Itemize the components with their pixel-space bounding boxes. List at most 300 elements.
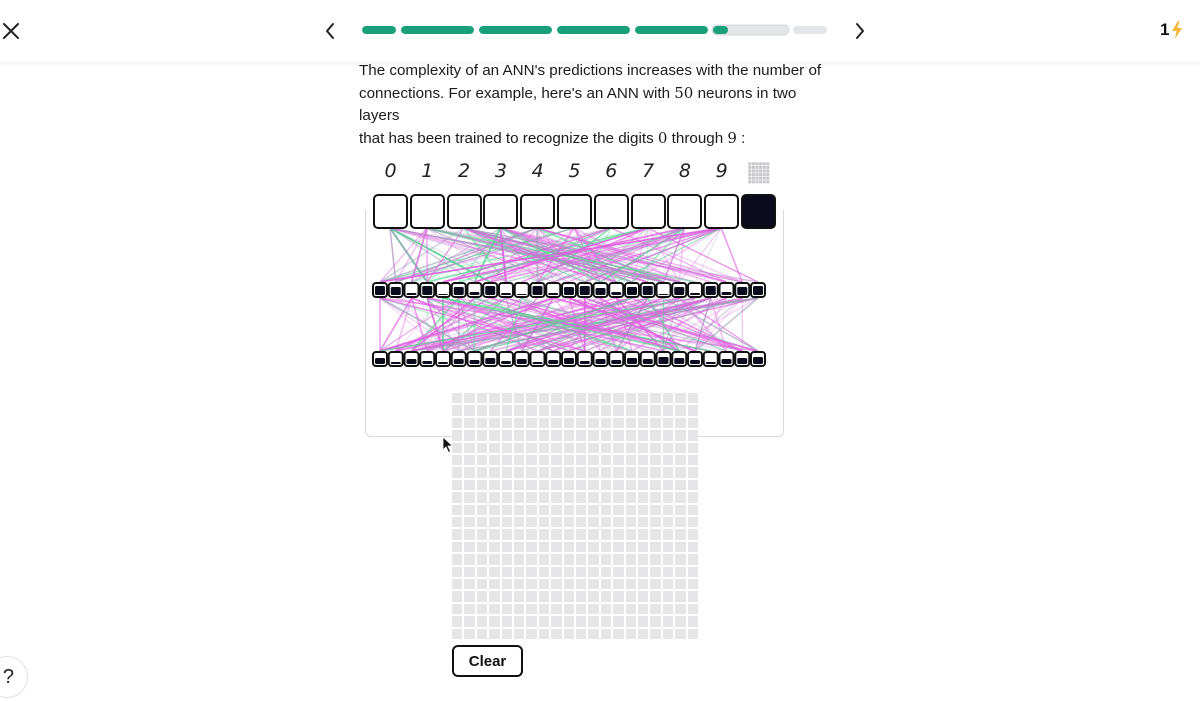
pixel-cell[interactable] <box>539 629 549 639</box>
pixel-cell[interactable] <box>638 430 648 440</box>
pixel-cell[interactable] <box>514 393 524 403</box>
pixel-cell[interactable] <box>663 405 673 415</box>
pixel-cell[interactable] <box>502 517 512 527</box>
pixel-cell[interactable] <box>477 443 487 453</box>
pixel-cell[interactable] <box>638 443 648 453</box>
pixel-cell[interactable] <box>526 591 536 601</box>
pixel-cell[interactable] <box>650 604 660 614</box>
pixel-cell[interactable] <box>601 455 611 465</box>
pixel-cell[interactable] <box>576 591 586 601</box>
pixel-cell[interactable] <box>477 505 487 515</box>
pixel-cell[interactable] <box>601 579 611 589</box>
pixel-cell[interactable] <box>601 629 611 639</box>
pixel-cell[interactable] <box>638 517 648 527</box>
pixel-cell[interactable] <box>588 455 598 465</box>
pixel-cell[interactable] <box>551 604 561 614</box>
pixel-cell[interactable] <box>613 567 623 577</box>
pixel-cell[interactable] <box>638 554 648 564</box>
pixel-cell[interactable] <box>464 455 474 465</box>
pixel-cell[interactable] <box>464 430 474 440</box>
pixel-cell[interactable] <box>663 455 673 465</box>
pixel-cell[interactable] <box>564 480 574 490</box>
pixel-cell[interactable] <box>526 393 536 403</box>
pixel-cell[interactable] <box>613 467 623 477</box>
pixel-cell[interactable] <box>626 393 636 403</box>
pixel-cell[interactable] <box>452 405 462 415</box>
pixel-cell[interactable] <box>464 492 474 502</box>
pixel-cell[interactable] <box>576 393 586 403</box>
pixel-cell[interactable] <box>638 604 648 614</box>
pixel-cell[interactable] <box>551 418 561 428</box>
pixel-cell[interactable] <box>626 455 636 465</box>
pixel-cell[interactable] <box>539 579 549 589</box>
pixel-cell[interactable] <box>502 542 512 552</box>
pixel-cell[interactable] <box>502 455 512 465</box>
pixel-cell[interactable] <box>502 430 512 440</box>
pixel-cell[interactable] <box>551 505 561 515</box>
pixel-cell[interactable] <box>464 418 474 428</box>
pixel-cell[interactable] <box>526 629 536 639</box>
pixel-cell[interactable] <box>551 480 561 490</box>
pixel-cell[interactable] <box>650 505 660 515</box>
pixel-cell[interactable] <box>464 567 474 577</box>
pixel-cell[interactable] <box>526 405 536 415</box>
pixel-cell[interactable] <box>638 405 648 415</box>
pixel-cell[interactable] <box>588 579 598 589</box>
pixel-cell[interactable] <box>539 591 549 601</box>
pixel-cell[interactable] <box>564 443 574 453</box>
pixel-cell[interactable] <box>601 467 611 477</box>
pixel-cell[interactable] <box>650 591 660 601</box>
pixel-cell[interactable] <box>675 418 685 428</box>
pixel-cell[interactable] <box>502 480 512 490</box>
pixel-cell[interactable] <box>489 529 499 539</box>
pixel-cell[interactable] <box>514 591 524 601</box>
pixel-cell[interactable] <box>626 567 636 577</box>
pixel-cell[interactable] <box>688 629 698 639</box>
pixel-cell[interactable] <box>650 616 660 626</box>
pixel-cell[interactable] <box>576 604 586 614</box>
pixel-cell[interactable] <box>452 418 462 428</box>
pixel-cell[interactable] <box>502 467 512 477</box>
pixel-cell[interactable] <box>477 467 487 477</box>
pixel-cell[interactable] <box>477 418 487 428</box>
drawing-canvas[interactable] <box>452 393 698 639</box>
pixel-cell[interactable] <box>464 393 474 403</box>
pixel-cell[interactable] <box>551 579 561 589</box>
pixel-cell[interactable] <box>477 492 487 502</box>
previous-button[interactable] <box>318 18 342 44</box>
pixel-cell[interactable] <box>663 480 673 490</box>
pixel-cell[interactable] <box>613 629 623 639</box>
pixel-cell[interactable] <box>564 554 574 564</box>
pixel-cell[interactable] <box>477 579 487 589</box>
pixel-cell[interactable] <box>663 629 673 639</box>
pixel-cell[interactable] <box>489 467 499 477</box>
pixel-cell[interactable] <box>464 604 474 614</box>
pixel-cell[interactable] <box>675 443 685 453</box>
pixel-cell[interactable] <box>675 430 685 440</box>
pixel-cell[interactable] <box>539 480 549 490</box>
pixel-cell[interactable] <box>564 517 574 527</box>
help-button[interactable]: ? <box>0 656 28 698</box>
pixel-cell[interactable] <box>526 505 536 515</box>
pixel-cell[interactable] <box>452 480 462 490</box>
pixel-cell[interactable] <box>452 542 462 552</box>
pixel-cell[interactable] <box>601 505 611 515</box>
pixel-cell[interactable] <box>638 418 648 428</box>
pixel-cell[interactable] <box>551 393 561 403</box>
pixel-cell[interactable] <box>576 430 586 440</box>
pixel-cell[interactable] <box>502 443 512 453</box>
pixel-cell[interactable] <box>663 591 673 601</box>
pixel-cell[interactable] <box>626 467 636 477</box>
pixel-cell[interactable] <box>452 393 462 403</box>
pixel-cell[interactable] <box>489 567 499 577</box>
pixel-cell[interactable] <box>601 405 611 415</box>
pixel-cell[interactable] <box>564 405 574 415</box>
pixel-cell[interactable] <box>650 554 660 564</box>
pixel-cell[interactable] <box>551 455 561 465</box>
pixel-cell[interactable] <box>539 467 549 477</box>
pixel-cell[interactable] <box>514 616 524 626</box>
pixel-cell[interactable] <box>477 604 487 614</box>
pixel-cell[interactable] <box>663 554 673 564</box>
pixel-cell[interactable] <box>613 554 623 564</box>
pixel-cell[interactable] <box>526 418 536 428</box>
pixel-cell[interactable] <box>564 393 574 403</box>
pixel-cell[interactable] <box>650 579 660 589</box>
pixel-cell[interactable] <box>551 591 561 601</box>
pixel-cell[interactable] <box>502 567 512 577</box>
pixel-cell[interactable] <box>514 529 524 539</box>
pixel-cell[interactable] <box>464 517 474 527</box>
pixel-cell[interactable] <box>477 529 487 539</box>
pixel-cell[interactable] <box>650 529 660 539</box>
pixel-cell[interactable] <box>464 554 474 564</box>
pixel-cell[interactable] <box>663 517 673 527</box>
pixel-cell[interactable] <box>526 467 536 477</box>
pixel-cell[interactable] <box>514 579 524 589</box>
pixel-cell[interactable] <box>526 480 536 490</box>
pixel-cell[interactable] <box>626 505 636 515</box>
pixel-cell[interactable] <box>613 529 623 539</box>
pixel-cell[interactable] <box>638 542 648 552</box>
pixel-cell[interactable] <box>613 591 623 601</box>
pixel-cell[interactable] <box>477 455 487 465</box>
pixel-cell[interactable] <box>514 542 524 552</box>
pixel-cell[interactable] <box>613 616 623 626</box>
pixel-cell[interactable] <box>539 542 549 552</box>
pixel-cell[interactable] <box>576 467 586 477</box>
pixel-cell[interactable] <box>564 616 574 626</box>
pixel-cell[interactable] <box>638 505 648 515</box>
pixel-cell[interactable] <box>489 455 499 465</box>
pixel-cell[interactable] <box>688 567 698 577</box>
next-button[interactable] <box>848 18 872 44</box>
pixel-cell[interactable] <box>489 629 499 639</box>
pixel-cell[interactable] <box>526 554 536 564</box>
pixel-cell[interactable] <box>688 579 698 589</box>
pixel-cell[interactable] <box>551 430 561 440</box>
pixel-cell[interactable] <box>526 542 536 552</box>
pixel-cell[interactable] <box>588 430 598 440</box>
pixel-cell[interactable] <box>613 492 623 502</box>
pixel-cell[interactable] <box>539 505 549 515</box>
pixel-cell[interactable] <box>626 542 636 552</box>
pixel-cell[interactable] <box>638 629 648 639</box>
pixel-cell[interactable] <box>551 405 561 415</box>
pixel-cell[interactable] <box>688 443 698 453</box>
pixel-cell[interactable] <box>477 480 487 490</box>
pixel-cell[interactable] <box>452 567 462 577</box>
pixel-cell[interactable] <box>688 430 698 440</box>
pixel-cell[interactable] <box>514 443 524 453</box>
pixel-cell[interactable] <box>551 567 561 577</box>
pixel-cell[interactable] <box>675 629 685 639</box>
pixel-cell[interactable] <box>688 604 698 614</box>
pixel-cell[interactable] <box>514 505 524 515</box>
pixel-cell[interactable] <box>514 517 524 527</box>
pixel-cell[interactable] <box>502 505 512 515</box>
pixel-cell[interactable] <box>650 567 660 577</box>
pixel-cell[interactable] <box>626 517 636 527</box>
pixel-cell[interactable] <box>688 554 698 564</box>
pixel-cell[interactable] <box>626 492 636 502</box>
pixel-cell[interactable] <box>601 418 611 428</box>
pixel-cell[interactable] <box>675 505 685 515</box>
pixel-cell[interactable] <box>601 492 611 502</box>
pixel-cell[interactable] <box>613 393 623 403</box>
pixel-cell[interactable] <box>613 579 623 589</box>
pixel-cell[interactable] <box>688 467 698 477</box>
pixel-cell[interactable] <box>526 616 536 626</box>
pixel-cell[interactable] <box>464 405 474 415</box>
pixel-cell[interactable] <box>526 604 536 614</box>
pixel-cell[interactable] <box>688 405 698 415</box>
pixel-cell[interactable] <box>663 492 673 502</box>
pixel-cell[interactable] <box>526 443 536 453</box>
pixel-cell[interactable] <box>477 591 487 601</box>
pixel-cell[interactable] <box>626 629 636 639</box>
pixel-cell[interactable] <box>688 505 698 515</box>
pixel-cell[interactable] <box>601 517 611 527</box>
pixel-cell[interactable] <box>588 542 598 552</box>
pixel-cell[interactable] <box>539 443 549 453</box>
pixel-cell[interactable] <box>675 616 685 626</box>
pixel-cell[interactable] <box>675 492 685 502</box>
pixel-cell[interactable] <box>452 629 462 639</box>
pixel-cell[interactable] <box>452 455 462 465</box>
pixel-cell[interactable] <box>564 467 574 477</box>
pixel-cell[interactable] <box>564 455 574 465</box>
pixel-cell[interactable] <box>638 616 648 626</box>
pixel-cell[interactable] <box>638 393 648 403</box>
pixel-cell[interactable] <box>564 567 574 577</box>
pixel-cell[interactable] <box>464 529 474 539</box>
pixel-cell[interactable] <box>464 467 474 477</box>
pixel-cell[interactable] <box>514 480 524 490</box>
pixel-cell[interactable] <box>601 430 611 440</box>
pixel-cell[interactable] <box>688 455 698 465</box>
pixel-cell[interactable] <box>588 604 598 614</box>
pixel-cell[interactable] <box>663 579 673 589</box>
pixel-cell[interactable] <box>564 542 574 552</box>
pixel-cell[interactable] <box>526 567 536 577</box>
pixel-cell[interactable] <box>638 467 648 477</box>
pixel-cell[interactable] <box>576 629 586 639</box>
pixel-cell[interactable] <box>514 455 524 465</box>
pixel-cell[interactable] <box>675 455 685 465</box>
pixel-cell[interactable] <box>638 529 648 539</box>
pixel-cell[interactable] <box>477 405 487 415</box>
pixel-cell[interactable] <box>477 629 487 639</box>
pixel-cell[interactable] <box>613 430 623 440</box>
pixel-cell[interactable] <box>477 430 487 440</box>
pixel-cell[interactable] <box>601 591 611 601</box>
pixel-cell[interactable] <box>650 492 660 502</box>
pixel-cell[interactable] <box>539 430 549 440</box>
pixel-cell[interactable] <box>675 467 685 477</box>
pixel-cell[interactable] <box>477 616 487 626</box>
pixel-cell[interactable] <box>551 554 561 564</box>
pixel-cell[interactable] <box>452 529 462 539</box>
pixel-cell[interactable] <box>613 405 623 415</box>
pixel-cell[interactable] <box>601 604 611 614</box>
pixel-cell[interactable] <box>626 604 636 614</box>
pixel-cell[interactable] <box>576 480 586 490</box>
pixel-cell[interactable] <box>638 455 648 465</box>
pixel-cell[interactable] <box>576 554 586 564</box>
pixel-cell[interactable] <box>489 443 499 453</box>
pixel-cell[interactable] <box>613 480 623 490</box>
pixel-cell[interactable] <box>564 430 574 440</box>
pixel-cell[interactable] <box>452 492 462 502</box>
pixel-cell[interactable] <box>576 443 586 453</box>
pixel-cell[interactable] <box>576 492 586 502</box>
pixel-cell[interactable] <box>601 554 611 564</box>
pixel-cell[interactable] <box>576 567 586 577</box>
pixel-cell[interactable] <box>514 629 524 639</box>
pixel-cell[interactable] <box>452 579 462 589</box>
pixel-cell[interactable] <box>650 405 660 415</box>
pixel-cell[interactable] <box>675 480 685 490</box>
pixel-cell[interactable] <box>663 430 673 440</box>
pixel-cell[interactable] <box>502 579 512 589</box>
pixel-cell[interactable] <box>588 616 598 626</box>
pixel-cell[interactable] <box>502 591 512 601</box>
pixel-cell[interactable] <box>576 505 586 515</box>
pixel-cell[interactable] <box>588 591 598 601</box>
pixel-cell[interactable] <box>663 604 673 614</box>
pixel-cell[interactable] <box>477 542 487 552</box>
pixel-cell[interactable] <box>601 393 611 403</box>
pixel-cell[interactable] <box>477 567 487 577</box>
pixel-cell[interactable] <box>588 467 598 477</box>
pixel-cell[interactable] <box>564 529 574 539</box>
pixel-cell[interactable] <box>613 542 623 552</box>
pixel-cell[interactable] <box>588 629 598 639</box>
pixel-cell[interactable] <box>613 455 623 465</box>
pixel-cell[interactable] <box>688 517 698 527</box>
pixel-cell[interactable] <box>588 418 598 428</box>
pixel-cell[interactable] <box>539 492 549 502</box>
pixel-cell[interactable] <box>613 505 623 515</box>
pixel-cell[interactable] <box>588 492 598 502</box>
pixel-cell[interactable] <box>564 591 574 601</box>
pixel-cell[interactable] <box>477 554 487 564</box>
pixel-cell[interactable] <box>489 430 499 440</box>
pixel-cell[interactable] <box>464 480 474 490</box>
pixel-cell[interactable] <box>514 492 524 502</box>
pixel-cell[interactable] <box>489 604 499 614</box>
pixel-cell[interactable] <box>539 604 549 614</box>
pixel-cell[interactable] <box>613 604 623 614</box>
pixel-cell[interactable] <box>551 443 561 453</box>
pixel-cell[interactable] <box>688 542 698 552</box>
pixel-cell[interactable] <box>464 616 474 626</box>
pixel-cell[interactable] <box>576 529 586 539</box>
pixel-cell[interactable] <box>626 443 636 453</box>
pixel-cell[interactable] <box>688 393 698 403</box>
pixel-cell[interactable] <box>601 529 611 539</box>
pixel-cell[interactable] <box>588 529 598 539</box>
pixel-cell[interactable] <box>650 542 660 552</box>
pixel-cell[interactable] <box>514 467 524 477</box>
pixel-cell[interactable] <box>688 418 698 428</box>
pixel-cell[interactable] <box>564 604 574 614</box>
pixel-cell[interactable] <box>588 567 598 577</box>
pixel-cell[interactable] <box>526 430 536 440</box>
pixel-cell[interactable] <box>452 591 462 601</box>
pixel-cell[interactable] <box>514 567 524 577</box>
pixel-cell[interactable] <box>464 443 474 453</box>
pixel-cell[interactable] <box>526 529 536 539</box>
pixel-cell[interactable] <box>663 443 673 453</box>
pixel-cell[interactable] <box>539 517 549 527</box>
pixel-cell[interactable] <box>675 405 685 415</box>
pixel-cell[interactable] <box>601 567 611 577</box>
pixel-cell[interactable] <box>477 393 487 403</box>
pixel-cell[interactable] <box>601 443 611 453</box>
pixel-cell[interactable] <box>551 467 561 477</box>
pixel-cell[interactable] <box>464 579 474 589</box>
pixel-cell[interactable] <box>601 542 611 552</box>
pixel-cell[interactable] <box>650 418 660 428</box>
pixel-cell[interactable] <box>464 505 474 515</box>
pixel-cell[interactable] <box>489 554 499 564</box>
pixel-cell[interactable] <box>638 480 648 490</box>
pixel-cell[interactable] <box>613 517 623 527</box>
pixel-cell[interactable] <box>650 393 660 403</box>
pixel-cell[interactable] <box>489 616 499 626</box>
pixel-cell[interactable] <box>551 517 561 527</box>
pixel-cell[interactable] <box>650 467 660 477</box>
pixel-cell[interactable] <box>663 418 673 428</box>
pixel-cell[interactable] <box>576 455 586 465</box>
pixel-cell[interactable] <box>638 567 648 577</box>
streak-counter[interactable] <box>1160 20 1183 40</box>
pixel-cell[interactable] <box>626 480 636 490</box>
pixel-cell[interactable] <box>502 604 512 614</box>
pixel-cell[interactable] <box>663 467 673 477</box>
pixel-cell[interactable] <box>576 517 586 527</box>
pixel-cell[interactable] <box>551 529 561 539</box>
pixel-cell[interactable] <box>526 517 536 527</box>
pixel-cell[interactable] <box>663 393 673 403</box>
pixel-cell[interactable] <box>626 554 636 564</box>
pixel-cell[interactable] <box>502 393 512 403</box>
